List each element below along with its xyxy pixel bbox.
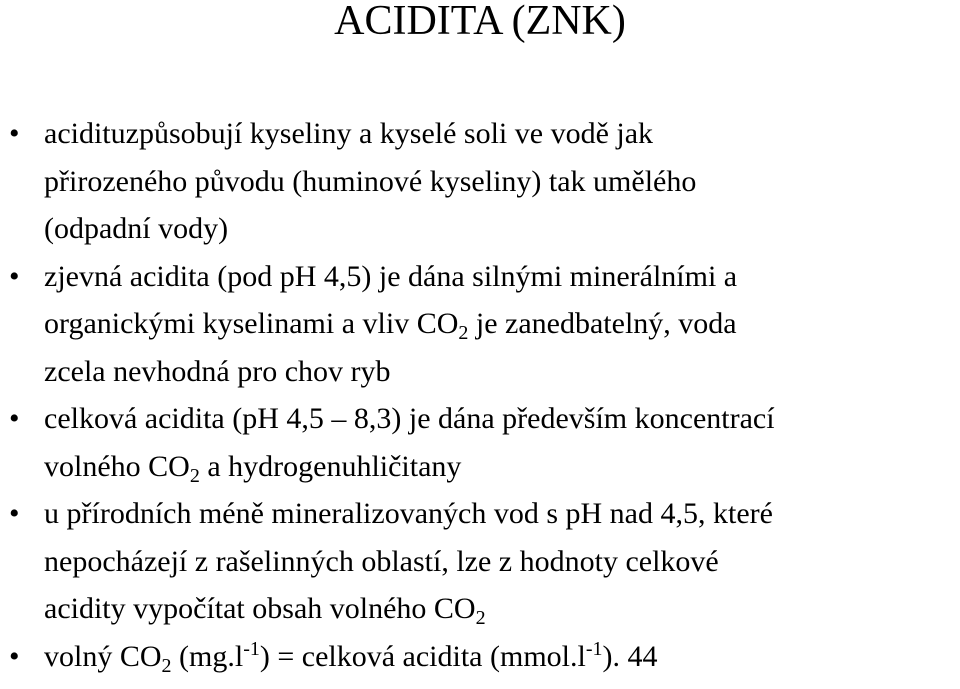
bullet-item	[0, 253, 960, 396]
text-segment: (mg.l	[171, 639, 244, 673]
bullet-dot-icon: •	[9, 402, 20, 435]
slide-title: ACIDITA (ZNK)	[334, 0, 626, 44]
text-segment: volný CO	[44, 639, 162, 673]
bullet-line: nepocházejí z rašelinných oblastí, lze z hodnoty celkové	[44, 544, 719, 578]
superscript: -1	[243, 637, 260, 660]
subscript: 2	[458, 322, 469, 344]
text-segment: a hydrogenuhličitany	[199, 449, 462, 483]
bullet-line: zjevná acidita (pod pH 4,5) je dána silnými minerálními a	[44, 259, 738, 293]
bullet-item	[0, 110, 960, 253]
bullet-item	[0, 633, 960, 681]
bullet-line: (odpadní vody)	[44, 212, 229, 245]
bullet-line: u přírodních méně mineralizovaných vod s pH nad 4,5, které	[44, 497, 773, 530]
bullet-line	[44, 585, 960, 633]
bullet-line: celková acidita (pH 4,5 – 8,3) je dána především koncentrací	[44, 402, 775, 435]
bullet-dot-icon: •	[9, 259, 20, 293]
subscript: 2	[189, 464, 200, 487]
text-segment: ). 44	[602, 639, 658, 673]
bullet-line: zcela nevhodná pro chov ryb	[44, 354, 391, 388]
formula-line	[44, 633, 960, 681]
bullet-line: acidituzpůsobují kyseliny a kyselé soli ve vodě jak	[44, 117, 654, 150]
text-segment: volného CO	[44, 449, 190, 483]
bullet-dot-icon: •	[9, 117, 20, 150]
text-segment: organickými kyselinami a vliv CO	[44, 307, 459, 340]
subscript: 2	[475, 607, 486, 629]
bullet-line: přirozeného původu (huminové kyseliny) tak umělého	[44, 164, 697, 198]
text-segment: je zanedbatelný, voda	[468, 307, 737, 340]
bullet-dot-icon: •	[9, 639, 20, 673]
bullet-list	[0, 110, 960, 680]
bullet-line	[44, 300, 960, 348]
text-segment: acidity vypočítat obsah volného CO	[44, 592, 476, 625]
bullet-item	[0, 490, 960, 633]
text-segment: ) = celková acidita (mmol.l	[259, 639, 586, 673]
bullet-line	[44, 443, 960, 491]
superscript: -1	[585, 637, 603, 660]
subscript: 2	[161, 654, 172, 677]
bullet-dot-icon: •	[9, 497, 20, 530]
bullet-item	[0, 395, 960, 490]
